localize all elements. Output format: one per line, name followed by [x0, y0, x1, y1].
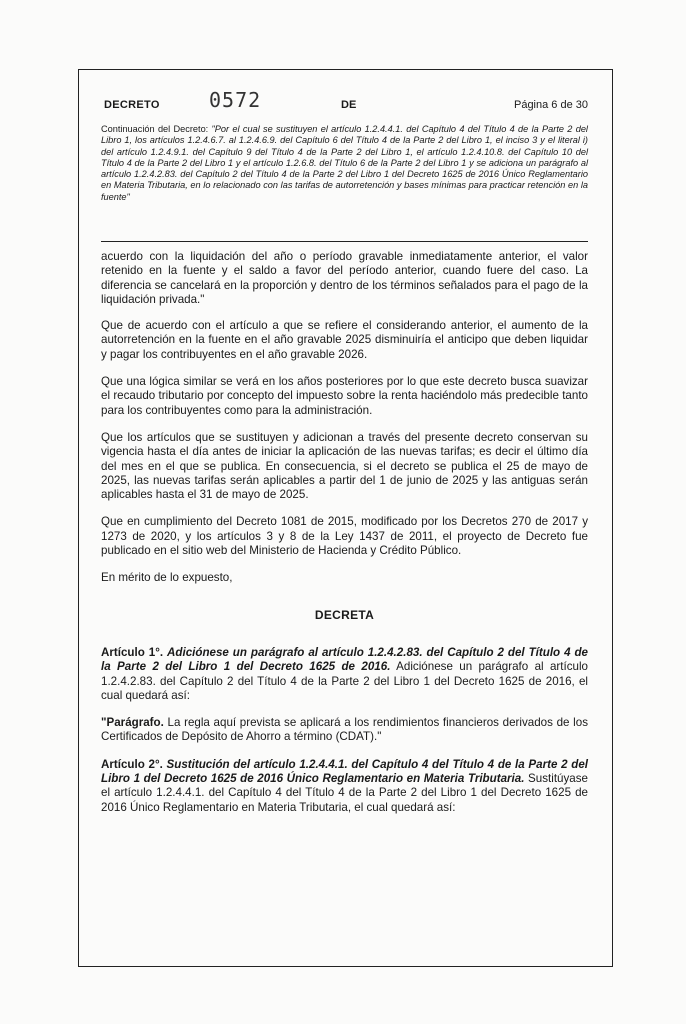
decreto-label: DECRETO: [104, 99, 160, 111]
article-1-heading: Adiciónese un parágrafo al artículo 1.2.4.2.83. del Capítulo 2 del Título 4 de la Parte 2 del Libro 1 del Decreto 1625 de 2016.: [101, 645, 589, 674]
continuation-note: [101, 124, 588, 203]
article-1-title: Artículo 1°.: [101, 645, 164, 659]
continuation-prefix: Continuación del Decreto:: [101, 124, 209, 134]
article-2-title: Artículo 2°.: [101, 757, 163, 771]
paragraph: En mérito de lo expuesto,: [101, 571, 233, 585]
article-1: [101, 646, 588, 703]
decreta-heading: DECRETA: [314, 607, 375, 622]
article-2-text: Sustitúyase el artículo 1.2.4.4.1. del Capítulo 4 del Título 4 de la Parte 2 del Libro 1 del Decreto 1625 de 2016 Único Reglamentario en Materia Tributaria, el cual quedará así:: [101, 772, 588, 814]
paragrafo-label: "Parágrafo.: [101, 716, 164, 730]
article-2: [101, 758, 588, 815]
paragrafo: [101, 716, 588, 745]
page-number: Página 6 de 30: [513, 99, 588, 111]
article-2-heading: Sustitución del artículo 1.2.4.4.1. del Capítulo 4 del Título 4 de la Parte 2 del Libro 1 del Decreto 1625 de 2016 Único Reglamentario en Materia Tributaria.: [101, 757, 588, 786]
document-body: [101, 250, 588, 828]
article-1-text: Adiciónese un parágrafo al artículo 1.2.4.2.83. del Capítulo 2 del Título 4 de la Parte 2 del Libro 1 del Decreto 1625 de 2016, el cual quedará así:: [101, 660, 589, 702]
document-header: [101, 88, 590, 118]
de-label: DE: [341, 99, 357, 111]
continuation-quote: "Por el cual se sustituyen el artículo 1.2.4.4.1. del Capítulo 4 del Título 4 de la Parte 2 del Libro 1, los artículos 1.2.4.6.7. al 1.2.4.6.9. del Capítulo 6 del Título 4 de la Parte 2 del Libro 1, el inciso 3 y el literal i) del artículo 1.2.4.9.1. del Capítulo 9 del Título 4 de la Parte 2 del Libro 1, el artículo 1.2.4.10.8. del Capítulo 10 del Título 4 de la Parte 2 del Libro 1 y el artículo 1.2.6.8. del Título 6 de la Parte 2 del Libro 1 y se adiciona un parágrafo al artículo 1.2.4.2.83. del Capítulo 2 del Título 4 de la Parte 2 del Libro 1 del Decreto 1625 de 2016 Único Reglamentario en Materia Tributaria, en lo relacionado con las tarifas de autorretención y bases mínimas para practicar retención en la fuente": [101, 124, 588, 202]
header-separator: [101, 241, 588, 242]
paragrafo-text: La regla aquí prevista se aplicará a los rendimientos financieros derivados de los Certificados de Depósito de Ahorro a término (CDAT).": [101, 716, 588, 744]
paragraph: Que los artículos que se sustituyen y adicionan a través del presente decreto conservan su vigencia hasta el día antes de iniciar la aplicación de las nuevas tarifas; es decir el último día del mes en el que se publica. En consecuencia, si el decreto se publica el 25 de mayo de 2025, las nuevas tarifas serán aplicables a partir del 1 de junio de 2025 y las antiguas serán aplicables hasta el 31 de mayo de 2025.: [101, 430, 588, 502]
decreto-number: 0572: [209, 88, 262, 112]
paragraph: acuerdo con la liquidación del año o período gravable inmediatamente anterior, el valor retenido en la fuente y el saldo a favor del período anterior, cuando fuere del caso. La diferencia se cancelará en la proporción y dentro de los términos señalados para el pago de la liquidación privada.": [101, 250, 588, 306]
paragraph: Que de acuerdo con el artículo a que se refiere el considerando anterior, el aumento de la autorretención en la fuente en el año gravable 2025 disminuiría el anticipo que deben liquidar y pagar los contribuyentes en el año gravable 2026.: [101, 319, 588, 361]
paragraph: Que una lógica similar se verá en los años posteriores por lo que este decreto busca suavizar el recaudo tributario por concepto del impuesto sobre la renta haciéndolo más predecible tanto para los contribuyentes como para la administración.: [101, 375, 588, 417]
paragraph: Que en cumplimiento del Decreto 1081 de 2015, modificado por los Decretos 270 de 2017 y 1273 de 2020, y los artículos 3 y 8 de la Ley 1437 de 2011, el proyecto de Decreto fue publicado en el sitio web del Ministerio de Hacienda y Crédito Público.: [101, 515, 588, 558]
